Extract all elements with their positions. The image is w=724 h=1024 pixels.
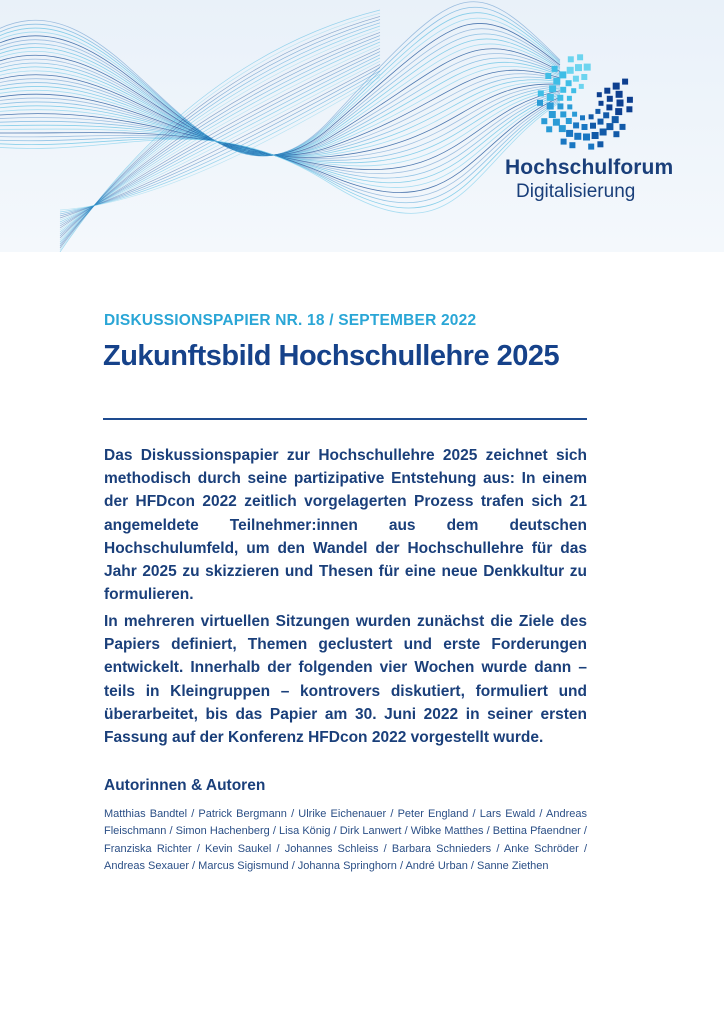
logo-dot [613,83,620,90]
intro-paragraph-2: In mehreren virtuellen Sitzungen wurden zunächst die Ziele des Papiers definiert, Themen geclustert und erste Forderungen entwickelt. Innerhalb der folgenden vier Wochen wurde dann – teils in Kleingruppen – kontrovers diskutiert, formuliert und überarbeitet, bis das Papier am 30. Juni 2022 in seiner ersten Fassung auf der Konferenz HFDcon 2022 vorgestellt wurde. [104,613,587,747]
logo-dot [622,79,628,85]
logo-dot [549,85,556,92]
logo-dot [574,133,581,140]
logo-dot [567,67,574,74]
logo-dot [589,114,594,119]
logo-dot [537,100,543,106]
logo-dot [584,64,591,71]
logo-dot [612,116,619,123]
intro-paragraph-1: Das Diskussionspapier zur Hochschullehre 2025 zeichnet sich methodisch durch seine partizipative Entstehung aus: In einem der HFDcon 2022 zeitlich vorgelagerten Prozess trafen sich 21 angemeldete Teilnehmer:innen aus dem deutschen Hochschulumfeld, um den Wandel der Hochschullehre für das Jahr 2025 zu skizzieren und Thesen für eine neue Denkkultur zu formulieren. [104,447,587,604]
logo-dot [538,90,544,96]
header-banner [0,0,724,252]
logo-dot [607,96,613,102]
logo-dot [547,94,554,101]
logo-dot [627,97,633,103]
wave-line [60,29,380,240]
logo-dot [572,112,577,117]
logo-dot [557,103,563,109]
logo-dot [559,125,566,132]
logo-dot [553,78,560,85]
logo-dot [559,71,566,78]
logo-dot [613,131,619,137]
logo-dot [598,119,604,125]
logo-dot [541,118,547,124]
logo-dot [581,74,587,80]
brand-name-line1: Hochschulforum [505,156,674,179]
logo-dot [567,104,572,109]
logo-dot [595,109,600,114]
logo-dot [575,64,582,71]
logo-dot [582,124,588,130]
logo-dot [599,101,604,106]
wave-line [0,87,560,160]
logo-dot [606,104,612,110]
logo-dot [566,80,572,86]
logo-dot [615,108,622,115]
wave-line [0,86,560,159]
logo-dot [617,100,624,107]
logo-dot [577,54,583,60]
logo-dot [597,141,603,147]
logo-dot [545,73,551,79]
logo-dot [566,118,572,124]
logo-dot [547,103,554,110]
logo-dot [573,76,579,82]
logo-dot [560,87,566,93]
logo-dot [583,134,590,141]
title-divider [103,418,587,420]
logo-dot [626,106,632,112]
logo-dot [569,142,575,148]
page-title: Zukunftsbild Hochschullehre 2025 [103,340,560,372]
logo-dot [579,84,584,89]
logo-dot [600,129,607,136]
logo-dot [620,124,626,130]
logo-dot [549,111,556,118]
logo-dot [603,112,609,118]
wave-line [0,80,560,157]
logo-dot [590,123,596,129]
brand-name-line2: Digitalisierung [516,181,636,202]
logo-dot [597,92,602,97]
logo-dot [571,88,576,93]
logo-dot [606,123,613,130]
logo-dot [588,144,594,150]
paper-kicker: DISKUSSIONSPAPIER NR. 18 / SEPTEMBER 2022 [104,312,477,329]
logo-dot [552,66,558,72]
wave-line [0,97,560,192]
logo-dot [616,91,623,98]
logo-dot [557,95,563,101]
wave-line [0,100,560,203]
authors-list: Matthias Bandtel / Patrick Bergmann / Ulrike Eichenauer / Peter England / Lars Ewald / Andreas Fleischmann / Simon Hachenberg / Lisa König / Dirk Lanwert / Wibke Matthes / Bettina Pfaendner / Franziska Richter / Kevin Saukel / Johannes Schleiss / Barbara Schnieders / Anke Schröder / Andreas Sexauer / Marcus Sigismund / Johanna Springhorn / André Urban / Sanne Ziethen [104,808,587,872]
logo-dot [553,119,560,126]
logo-dot [567,96,572,101]
logo-dot [568,56,574,62]
logo-dot [560,111,566,117]
logo-dot [561,139,567,145]
logo-dot [573,122,579,128]
logo-dot [580,115,585,120]
logo-dot [566,130,573,137]
authors-heading: Autorinnen & Autoren [104,777,266,794]
logo-dot [546,126,552,132]
wave-line [60,10,380,252]
logo-dot [592,132,599,139]
logo-dot [604,88,610,94]
wave-line [0,18,560,156]
